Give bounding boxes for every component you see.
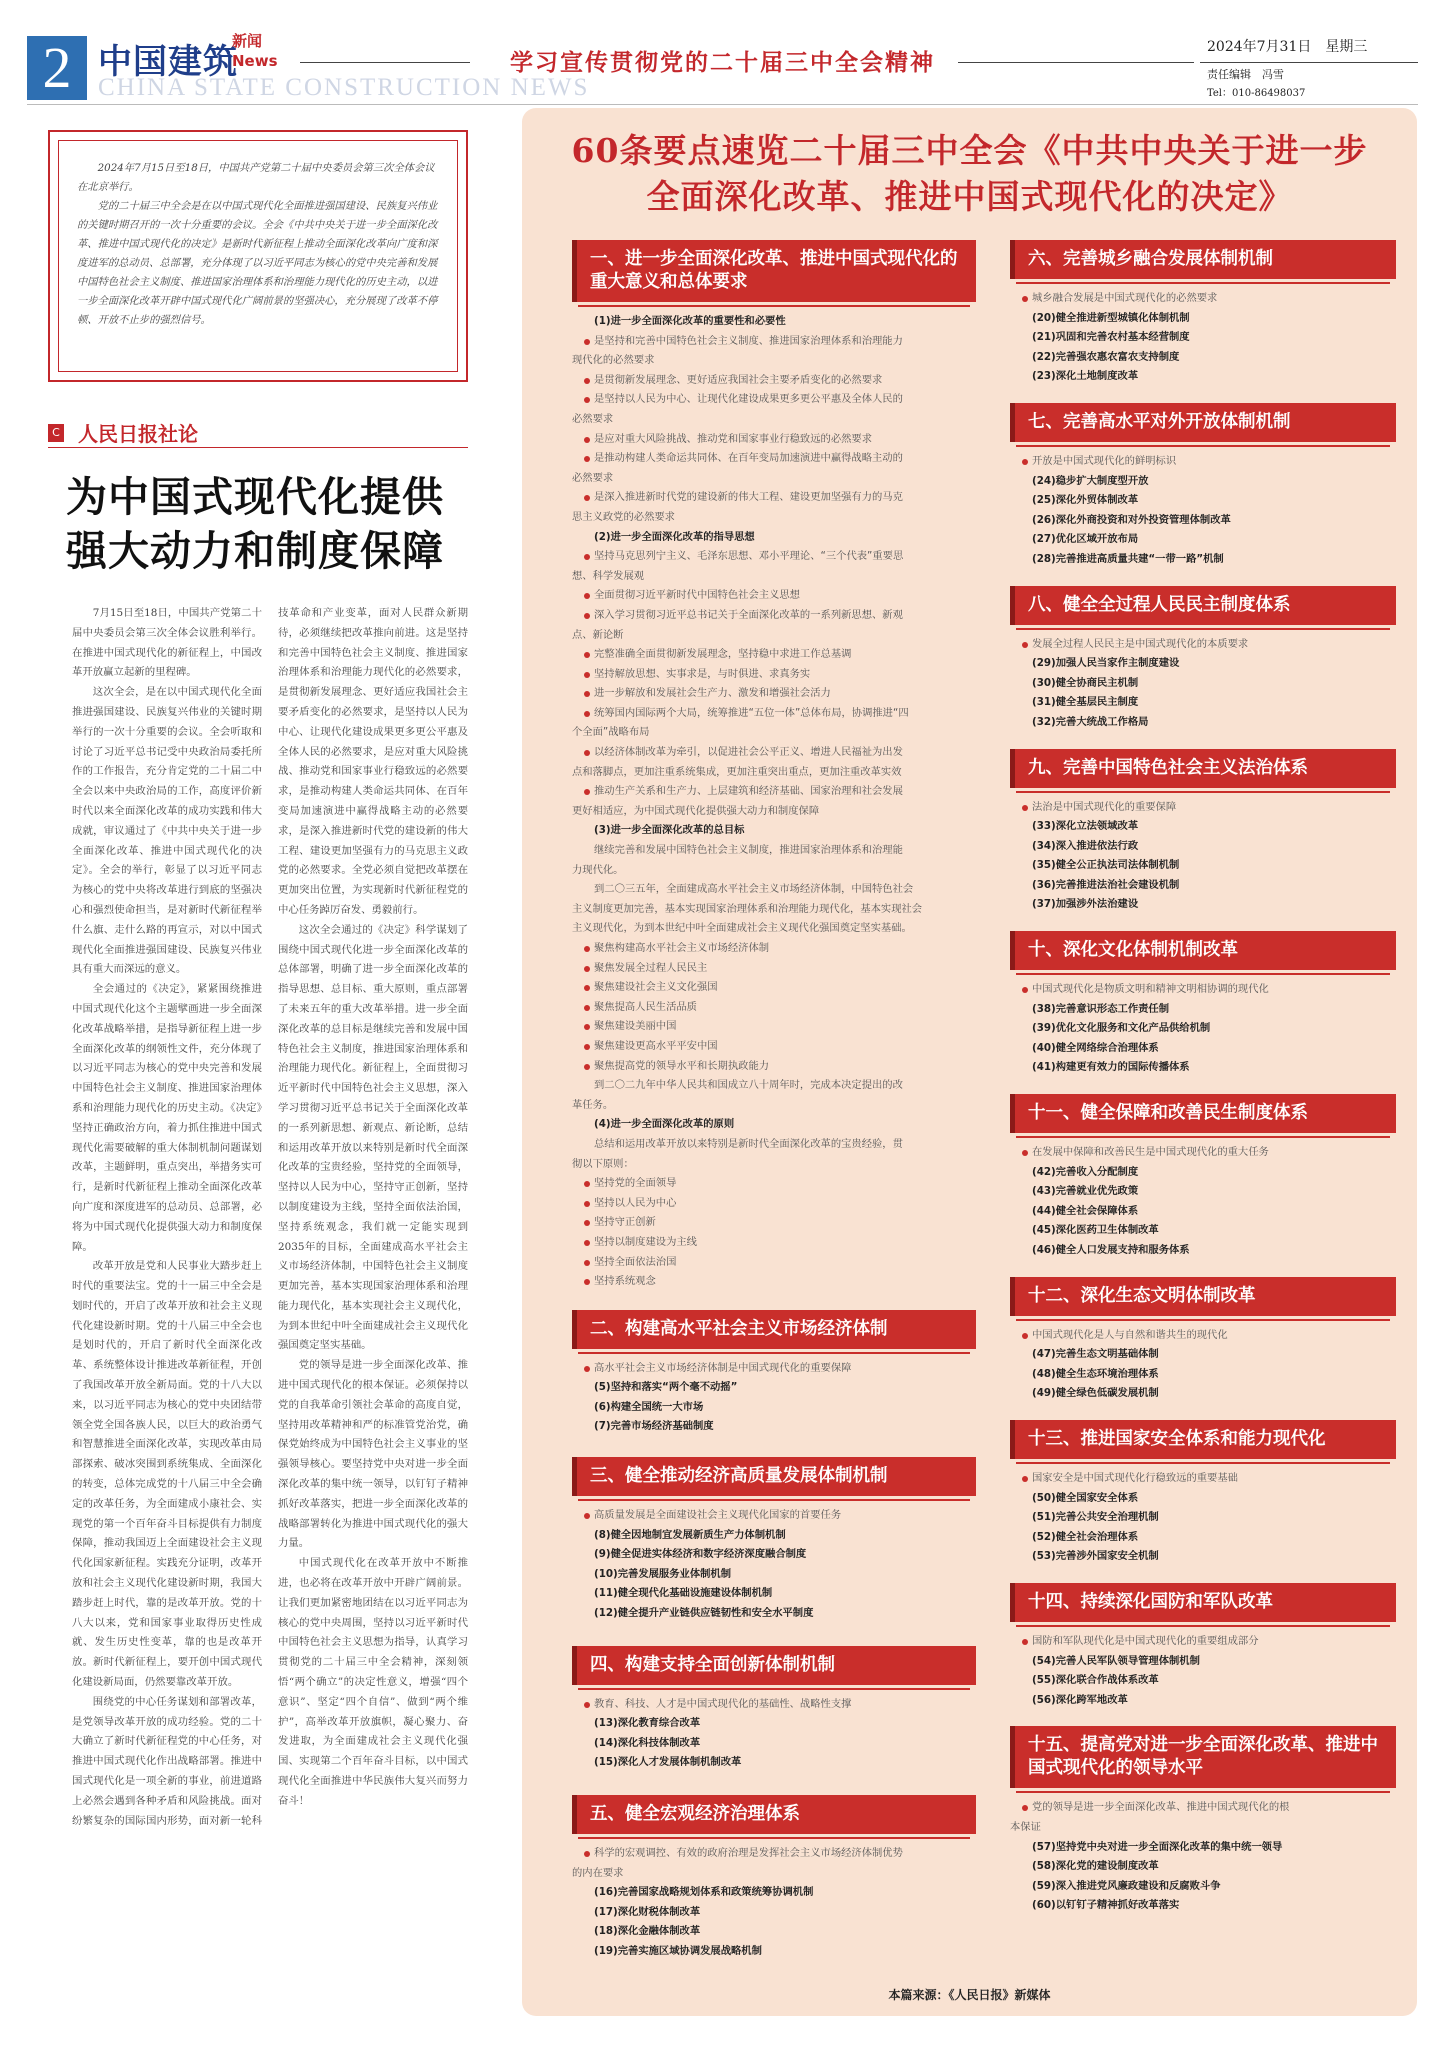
bullet-item: 以经济体制改革为牵引，以促进社会公平正义、增进人民福祉为出发 — [572, 743, 976, 763]
headline-line: 为中国式现代化提供 — [66, 473, 444, 521]
body-line: 必然要求 — [572, 471, 614, 484]
key-point-heading: (16)完善国家战略规划体系和政策统筹协调机制 — [594, 1886, 814, 1899]
key-point-heading: (35)健全公正执法司法体制机制 — [1032, 859, 1180, 872]
key-point-heading: (12)健全提升产业链供应链韧性和安全水平制度 — [594, 1607, 814, 1620]
bullet-item: 全面贯彻习近平新时代中国特色社会主义思想 — [572, 586, 976, 606]
key-point-heading: (48)健全生态环境治理体系 — [1032, 1367, 1159, 1380]
decision-section — [572, 1457, 976, 1624]
header-rule-left — [300, 62, 470, 63]
bullet-item: 高水平社会主义市场经济体制是中国式现代化的重要保障 — [572, 1359, 976, 1379]
decision-section — [1010, 240, 1396, 387]
key-point-heading: (1)进一步全面深化改革的重要性和必要性 — [594, 315, 786, 327]
body-line: 继续完善和发展中国特色社会主义制度，推进国家治理体系和治理能 — [594, 844, 903, 857]
editorial-paragraph: 这次全会，是在以中国式现代化全面推进强国建设、民族复兴伟业的关键时期举行的一次十分重要的会议。全会听取和讨论了习近平总书记受中央政治局委托所作的工作报告，充分肯定党的二十届二中全会以来中央政治局的工作，高度评价新时代以来全面深化改革的成功实践和伟大成就，审议通过了《中共中央关于进一步全面深化改革、推进中国式现代化的决定》。全会的举行，彰显了以习近平同志为核心的党中央将改革进行到底的坚强决心和强烈使命担当，是对新时代新征程举什么旗、走什么路的再宣示，对以中国式现代化全面推进强国建设、民族复兴伟业具有重大而深远的意义。 — [72, 686, 262, 976]
intro-paragraph: 2024年7月15日至18日，中国共产党第二十届中央委员会第三次全体会议在北京举行。 — [77, 162, 435, 193]
bullet-item: 坚持以制度建设为主线 — [572, 1233, 976, 1253]
key-point-heading: (59)深入推进党风廉政建设和反腐败斗争 — [1032, 1879, 1221, 1892]
key-point-heading: (22)完善强农惠农富农支持制度 — [1032, 350, 1180, 363]
body-line: 点、新论断 — [572, 628, 624, 641]
bullet-item: 中国式现代化是人与自然和谐共生的现代化 — [1010, 1326, 1396, 1346]
bullet-item: 是深入推进新时代党的建设新的伟大工程、建设更加坚强有力的马克 — [572, 488, 976, 508]
decision-section — [572, 240, 976, 1292]
decision-section — [1010, 586, 1396, 733]
editorial-body — [72, 604, 468, 2024]
key-point-heading: (19)完善实施区域协调发展战略机制 — [594, 1944, 762, 1957]
source-label: 人民日报社论 — [78, 422, 198, 446]
section-heading: 十二、深化生态文明体制改革 — [1010, 1277, 1396, 1316]
body-line: 更好相适应，为中国式现代化提供强大动力和制度保障 — [572, 804, 820, 817]
bullet-item: 聚焦发展全过程人民民主 — [572, 959, 976, 979]
key-point-heading: (60)以钉钉子精神抓好改革落实 — [1032, 1899, 1180, 1912]
source-icon: C — [48, 424, 64, 442]
bullet-item: 聚焦提高人民生活品质 — [572, 998, 976, 1018]
body-line: 到二〇二九年中华人民共和国成立八十周年时，完成本决定提出的改 — [594, 1079, 903, 1092]
key-point-heading: (7)完善市场经济基础制度 — [594, 1420, 714, 1433]
bullet-item: 坚持马克思列宁主义、毛泽东思想、邓小平理论、“三个代表”重要思 — [572, 547, 976, 567]
body-line: 总结和运用改革开放以来特别是新时代全面深化改革的宝贵经验，贯 — [594, 1137, 903, 1150]
key-point-heading: (34)深入推进依法行政 — [1032, 839, 1139, 852]
bullet-item: 是坚持以人民为中心、让现代化建设成果更多更公平惠及全体人民的 — [572, 390, 976, 410]
key-point-heading: (18)深化金融体制改革 — [594, 1925, 701, 1938]
bullet-item: 坚持系统观念 — [572, 1272, 976, 1292]
editorial-paragraph: 这次全会通过的《决定》科学谋划了围绕中国式现代化进一步全面深化改革的总体部署，明确了进一步全面深化改革的指导思想、总目标、重大原则，重点部署了未来五年的重大改革举措。进一步全面深化改革的总目标是继续完善和发展中国特色社会主义制度，推进国家治理体系和治理能力现代化。新征程上，全面贯彻习近平新时代中国特色社会主义思想，深入学习贯彻习近平总书记关于全面深化改革的一系列新思想、新观点、新论断，总结和运用改革开放以来特别是新时代全面深化改革的宝贵经验，坚持党的全面领导，坚持以人民为中心，坚持守正创新，坚持以制度建设为主线，坚持全面依法治国，坚持系统观念，我们就一定能实现到2035年的目标，全面建成高水平社会主义市场经济体制，中国特色社会主义制度更加完善，基本实现国家治理体系和治理能力现代化，基本实现社会主义现代化，为到本世纪中叶全面建成社会主义现代化强国奠定坚实基础。 — [278, 923, 468, 1352]
key-point-heading: (50)健全国家安全体系 — [1032, 1491, 1139, 1504]
key-point-heading: (42)完善收入分配制度 — [1032, 1165, 1139, 1178]
editorial-source — [48, 418, 198, 447]
key-point-heading: (47)完善生态文明基础体制 — [1032, 1348, 1159, 1361]
page-number: 2 — [27, 36, 87, 100]
bullet-item: 推动生产关系和生产力、上层建筑和经济基础、国家治理和社会发展 — [572, 782, 976, 802]
bullet-item: 坚持党的全面领导 — [572, 1174, 976, 1194]
key-point-heading: (25)深化外贸体制改革 — [1032, 494, 1139, 507]
issue-date: 2024年7月31日 星期三 — [1207, 39, 1368, 55]
key-point-heading: (58)深化党的建设制度改革 — [1032, 1860, 1159, 1873]
bullet-item: 中国式现代化是物质文明和精神文明相协调的现代化 — [1010, 980, 1396, 1000]
section-heading: 二、构建高水平社会主义市场经济体制 — [572, 1310, 976, 1349]
section-heading: 八、健全全过程人民民主制度体系 — [1010, 586, 1396, 625]
section-heading: 十五、提高党对进一步全面深化改革、推进中国式现代化的领导水平 — [1010, 1726, 1396, 1788]
key-point-heading: (11)健全现代化基础设施建设体制机制 — [594, 1587, 773, 1600]
bullet-item: 统筹国内国际两个大局，统筹推进“五位一体”总体布局，协调推进“四 — [572, 704, 976, 724]
header-rule-date — [1200, 62, 1418, 63]
bullet-item: 国家安全是中国式现代化行稳致远的重要基础 — [1010, 1469, 1396, 1489]
key-point-heading: (37)加强涉外法治建设 — [1032, 898, 1139, 911]
intro-box — [48, 130, 468, 382]
bullet-item: 坚持守正创新 — [572, 1213, 976, 1233]
key-point-heading: (52)健全社会治理体系 — [1032, 1530, 1139, 1543]
section-heading: 四、构建支持全面创新体制机制 — [572, 1646, 976, 1685]
section-heading: 一、进一步全面深化改革、推进中国式现代化的重大意义和总体要求 — [572, 240, 976, 302]
bullet-item: 聚焦建设社会主义文化强国 — [572, 978, 976, 998]
decision-section — [1010, 1277, 1396, 1404]
bullet-item: 聚焦建设更高水平平安中国 — [572, 1037, 976, 1057]
section-heading: 九、完善中国特色社会主义法治体系 — [1010, 749, 1396, 788]
decision-section — [1010, 1583, 1396, 1710]
key-point-heading: (8)健全因地制宜发展新质生产力体制机制 — [594, 1528, 786, 1541]
key-point-heading: (23)深化土地制度改革 — [1032, 370, 1139, 383]
key-point-heading: (9)健全促进实体经济和数字经济深度融合制度 — [594, 1548, 807, 1561]
key-point-heading: (27)优化区域开放布局 — [1032, 533, 1139, 546]
key-point-heading: (6)构建全国统一大市场 — [594, 1400, 704, 1413]
bullet-item: 是贯彻新发展理念、更好适应我国社会主要矛盾变化的必然要求 — [572, 371, 976, 391]
panel-title-line: 全面深化改革、推进中国式现代化的决定》 — [646, 177, 1293, 216]
bullet-item: 是推动构建人类命运共同体、在百年变局加速演进中赢得战略主动的 — [572, 449, 976, 469]
body-line: 本保证 — [1010, 1820, 1041, 1833]
section-heading: 十一、健全保障和改善民生制度体系 — [1010, 1094, 1396, 1133]
section-heading: 十四、持续深化国防和军队改革 — [1010, 1583, 1396, 1622]
editorial-paragraph: 全会通过的《决定》，紧紧围绕推进中国式现代化这个主题擘画进一步全面深化改革战略举措，是指导新征程上进一步全面深化改革的纲领性文件，充分体现了以习近平同志为核心的党中央完善和发展中国特色社会主义制度、推进国家治理体系和治理能力现代化的历史主动。《决定》坚持正确政治方向，着力抓住推进中国式现代化需要破解的重大体制机制问题谋划改革，主题鲜明，重点突出，举措务实可行，是新时代新征程上推动全面深化改革向广度和深度进军的总动员、总部署，必将为中国式现代化提供强大动力和制度保障。 — [72, 983, 262, 1253]
decision-section — [572, 1646, 976, 1773]
bullet-item: 坚持以人民为中心 — [572, 1194, 976, 1214]
key-point-heading: (10)完善发展服务业体制机制 — [594, 1567, 732, 1580]
panel-title — [522, 128, 1417, 220]
editorial-paragraph: 党的领导是进一步全面深化改革、推进中国式现代化的根本保证。必须保持以党的自我革命引领社会革命的高度自觉，坚持用改革精神和严的标准管党治党，确保党始终成为中国特色社会主义事业的坚强领导核心。要坚持党中央对进一步全面深化改革的集中统一领导，以钉钉子精神抓好改革落实，把进一步全面深化改革的战略部署转化为推进中国式现代化的强大力量。 — [278, 1359, 468, 1550]
key-point-heading: (51)完善公共安全治理机制 — [1032, 1511, 1159, 1524]
body-line: 想、科学发展观 — [572, 569, 645, 582]
key-point-heading: (24)稳步扩大制度型开放 — [1032, 474, 1149, 487]
section-heading: 十三、推进国家安全体系和能力现代化 — [1010, 1420, 1396, 1459]
body-line: 的内在要求 — [572, 1866, 624, 1879]
headline-line: 强大动力和制度保障 — [66, 527, 444, 575]
editorial-paragraph: 中国式现代化在改革开放中不断推进，也必将在改革开放中开辟广阔前景。让我们更加紧密地团结在以习近平同志为核心的党中央周围，坚持以习近平新时代中国特色社会主义思想为指导，认真学习贯彻党的二十届三中全会精神，深刻领悟“两个确立”的决定性意义，增强“四个意识”、坚定“四个自信”、做到“两个维护”，高举改革开放旗帜，凝心聚力、奋发进取，为全面建成社会主义现代化强国、实现第二个百年奋斗目标，以中国式现代化全面推进中华民族伟大复兴而努力奋斗！ — [278, 1557, 468, 1807]
decision-section — [1010, 749, 1396, 916]
key-point-heading: (17)深化财税体制改革 — [594, 1905, 701, 1918]
bullet-item: 完整准确全面贯彻新发展理念，坚持稳中求进工作总基调 — [572, 645, 976, 665]
key-point-heading: (29)加强人民当家作主制度建设 — [1032, 657, 1180, 670]
editor-name: 责任编辑 冯雪 — [1207, 68, 1284, 81]
body-line: 现代化的必然要求 — [572, 354, 655, 367]
bullet-item: 聚焦建设美丽中国 — [572, 1017, 976, 1037]
bullet-item: 进一步解放和发展社会生产力、激发和增强社会活力 — [572, 684, 976, 704]
bullet-item: 党的领导是进一步全面深化改革、推进中国式现代化的根 — [1010, 1798, 1396, 1818]
bullet-item: 深入学习贯彻习近平总书记关于全面深化改革的一系列新思想、新观 — [572, 606, 976, 626]
header-rule-right — [958, 62, 1194, 63]
bullet-item: 聚焦构建高水平社会主义市场经济体制 — [572, 939, 976, 959]
editor-tel: Tel：010-86498037 — [1207, 88, 1306, 99]
header-bottom-rule — [27, 104, 1418, 105]
key-point-heading: (44)健全社会保障体系 — [1032, 1204, 1139, 1217]
decision-section — [1010, 1094, 1396, 1261]
key-point-heading: (36)完善推进法治社会建设机制 — [1032, 878, 1180, 891]
body-line: 主义现代化，为到本世纪中叶全面建成社会主义现代化强国奠定坚实基础。 — [572, 922, 912, 935]
header-theme: 学习宣传贯彻党的二十届三中全会精神 — [510, 49, 935, 76]
brand-english: CHINA STATE CONSTRUCTION NEWS — [98, 74, 590, 101]
body-line: 力现代化。 — [572, 863, 624, 876]
page-header — [0, 0, 1444, 108]
key-point-heading: (41)构建更有效力的国际传播体系 — [1032, 1061, 1190, 1074]
key-point-heading: (56)深化跨军地改革 — [1032, 1693, 1128, 1706]
key-point-heading: (57)坚持党中央对进一步全面深化改革的集中统一领导 — [1032, 1840, 1283, 1853]
bullet-item: 高质量发展是全面建设社会主义现代化国家的首要任务 — [572, 1506, 976, 1526]
bullet-item: 城乡融合发展是中国式现代化的必然要求 — [1010, 289, 1396, 309]
editorial-paragraph: 7月15日至18日，中国共产党第二十届中央委员会第三次全体会议胜利举行。在推进中国式现代化的新征程上，中国改革开放赢立起新的里程碑。 — [72, 607, 262, 679]
section-heading: 三、健全推动经济高质量发展体制机制 — [572, 1457, 976, 1496]
section-heading: 七、完善高水平对外开放体制机制 — [1010, 403, 1396, 442]
bullet-item: 法治是中国式现代化的重要保障 — [1010, 798, 1396, 818]
body-line: 革任务。 — [572, 1098, 614, 1111]
body-line: 主义制度更加完善，基本实现国家治理体系和治理能力现代化，基本实现社会 — [572, 902, 923, 915]
bullet-item: 开放是中国式现代化的鲜明标识 — [1010, 452, 1396, 472]
key-point-heading: (38)完善意识形态工作责任制 — [1032, 1002, 1170, 1015]
brand-logo: 中国建筑 — [98, 42, 238, 82]
intro-text — [58, 140, 458, 372]
section-heading: 五、健全宏观经济治理体系 — [572, 1795, 976, 1834]
key-point-heading: (49)健全绿色低碳发展机制 — [1032, 1387, 1159, 1400]
decision-section — [1010, 1726, 1396, 1916]
key-point-heading: (28)完善推进高质量共建“一带一路”机制 — [1032, 552, 1224, 565]
bullet-item: 国防和军队现代化是中国式现代化的重要组成部分 — [1010, 1632, 1396, 1652]
key-point-heading: (14)深化科技体制改革 — [594, 1736, 701, 1749]
body-line: 彻以下原则： — [572, 1157, 634, 1170]
brand-news-en: News — [232, 52, 278, 70]
body-line: 到二〇三五年，全面建成高水平社会主义市场经济体制，中国特色社会 — [594, 883, 914, 896]
key-point-heading: (21)巩固和完善农村基本经营制度 — [1032, 331, 1190, 344]
key-point-heading: (5)坚持和落实“两个毫不动摇” — [594, 1381, 738, 1394]
decision-section — [1010, 1420, 1396, 1567]
key-point-heading: (20)健全推进新型城镇化体制机制 — [1032, 311, 1190, 324]
editorial-paragraph: 围绕党的中心任务谋划和部署改革，是党领导改革开放的成功经验。党的二十大确立了新时代新征程党的中心任务，对推进中国式现代化作出战略部署。推进中国式现代化是一项全新的事业，前进道路上必然会遇到各种矛盾和风险挑战。面对纷繁复杂的国际国内形势，面对新一轮科技革命和产业变革，面对人民群众新期待，必须继续把改革推向前进。这是坚持和完善中国特色社会主义制度、推进国家治理体系和治理能力现代化的必然要求，是贯彻新发展理念、更好适应我国社会主要矛盾变化的必然要求，是坚持以人民为中心、让现代化建设成果更多更公平惠及全体人民的必然要求，是应对重大风险挑战、推动党和国家事业行稳致远的必然要求，是推动构建人类命运共同体、在百年变局加速演进中赢得战略主动的必然要求，是深入推进新时代党的建设新的伟大工程、建设更加坚强有力的马克思主义政党的必然要求。全党必须自觉把改革摆在更加突出位置，为实现新时代新征程党的中心任务踔厉奋发、勇毅前行。 — [72, 607, 468, 1827]
key-point-heading: (32)完善大统战工作格局 — [1032, 715, 1149, 728]
decision-section — [1010, 931, 1396, 1078]
key-point-heading: (55)深化联合作战体系改革 — [1032, 1674, 1159, 1687]
bullet-item: 发展全过程人民民主是中国式现代化的本质要求 — [1010, 635, 1396, 655]
bullet-item: 是坚持和完善中国特色社会主义制度、推进国家治理体系和治理能力 — [572, 332, 976, 352]
key-point-heading: (15)深化人才发展体制机制改革 — [594, 1756, 742, 1769]
body-line: 个全面”战略布局 — [572, 726, 650, 739]
panel-source: 本篇来源：《人民日报》新媒体 — [888, 1988, 1051, 2002]
key-point-heading: (2)进一步全面深化改革的指导思想 — [594, 530, 755, 543]
key-point-heading: (43)完善就业优先政策 — [1032, 1185, 1139, 1198]
key-point-heading: (4)进一步全面深化改革的原则 — [594, 1118, 735, 1131]
bullet-item: 坚持全面依法治国 — [572, 1253, 976, 1273]
body-line: 思主义政党的必然要求 — [572, 510, 675, 523]
key-point-heading: (30)健全协商民主机制 — [1032, 676, 1139, 689]
section-heading: 六、完善城乡融合发展体制机制 — [1010, 240, 1396, 279]
panel-right-column — [1010, 240, 1396, 1932]
bullet-item: 坚持解放思想、实事求是，与时俱进、求真务实 — [572, 665, 976, 685]
body-line: 必然要求 — [572, 412, 614, 425]
source-rule — [48, 447, 468, 448]
key-point-heading: (54)完善人民军队领导管理体制机制 — [1032, 1654, 1200, 1667]
bullet-item: 教育、科技、人才是中国式现代化的基础性、战略性支撑 — [572, 1695, 976, 1715]
decision-section — [1010, 403, 1396, 570]
brand-news-cn: 新闻 — [232, 32, 263, 50]
key-point-heading: (45)深化医药卫生体制改革 — [1032, 1224, 1159, 1237]
body-line: 点和落脚点，更加注重系统集成，更加注重突出重点，更加注重改革实效 — [572, 765, 902, 778]
decision-section — [572, 1795, 976, 1962]
panel-left-column — [572, 240, 976, 1962]
editorial-headline — [66, 470, 444, 578]
key-point-heading: (31)健全基层民主制度 — [1032, 696, 1139, 709]
key-point-heading: (39)优化文化服务和文化产品供给机制 — [1032, 1022, 1211, 1035]
key-point-heading: (3)进一步全面深化改革的总目标 — [594, 824, 745, 837]
bullet-item: 聚焦提高党的领导水平和长期执政能力 — [572, 1057, 976, 1077]
decision-section — [572, 1310, 976, 1437]
key-point-heading: (40)健全网络综合治理体系 — [1032, 1041, 1159, 1054]
intro-paragraph: 党的二十届三中全会是在以中国式现代化全面推进强国建设、民族复兴伟业的关键时期召开的一次十分重要的会议。全会《中共中央关于进一步全面深化改革、推进中国式现代化的决定》是新时代新征程上推动全面深化改革向广度和深度进军的总动员、总部署，充分体现了以习近平同志为核心的党中央完善和发展中国特色社会主义制度、推进国家治理体系和治理能力现代化的历史主动，以进一步全面深化改革开辟中国式现代化广阔前景的坚强决心，充分展现了改革不停顿、开放不止步的强烈信号。 — [77, 200, 438, 326]
key-point-heading: (46)健全人口发展支持和服务体系 — [1032, 1244, 1190, 1256]
panel-title-line: 60条要点速览二十届三中全会《中共中央关于进一步 — [571, 131, 1368, 170]
editorial-paragraph: 改革开放是党和人民事业大踏步赶上时代的重要法宝。党的十一届三中全会是划时代的，开启了改革开放和社会主义现代化建设新时期。党的十八届三中全会也是划时代的，开启了新时代全面深化改革、系统整体设计推进改革新征程，开创了我国改革开放全新局面。党的十八大以来，以习近平同志为核心的党中央团结带领全党全国各族人民，以巨大的政治勇气和智慧推进全面深化改革，实现改革由局部探索、破冰突围到系统集成、全面深化的转变，总体完成党的十八届三中全会确定的改革任务，为全面建成小康社会、实现党的第一个百年奋斗目标提供有力制度保障，推动我国迈上全面建设社会主义现代化国家新征程。实践充分证明，改革开放和社会主义现代化建设新时期，我国大踏步赶上时代，靠的是改革开放。党的十八大以来，党和国家事业取得历史性成就、发生历史性变革，靠的也是改革开放。新时代新征程上，要开创中国式现代化建设新局面，仍然要靠改革开放。 — [72, 1260, 262, 1689]
key-point-heading: (33)深化立法领域改革 — [1032, 820, 1139, 833]
key-point-heading: (53)完善涉外国家安全机制 — [1032, 1550, 1159, 1563]
key-point-heading: (26)深化外商投资和对外投资管理体制改革 — [1032, 513, 1231, 526]
section-heading: 十、深化文化体制机制改革 — [1010, 931, 1396, 970]
key-point-heading: (13)深化教育综合改革 — [594, 1717, 701, 1730]
bullet-item: 在发展中保障和改善民生是中国式现代化的重大任务 — [1010, 1143, 1396, 1163]
bullet-item: 科学的宏观调控、有效的政府治理是发挥社会主义市场经济体制优势 — [572, 1844, 976, 1864]
bullet-item: 是应对重大风险挑战、推动党和国家事业行稳致远的必然要求 — [572, 430, 976, 450]
